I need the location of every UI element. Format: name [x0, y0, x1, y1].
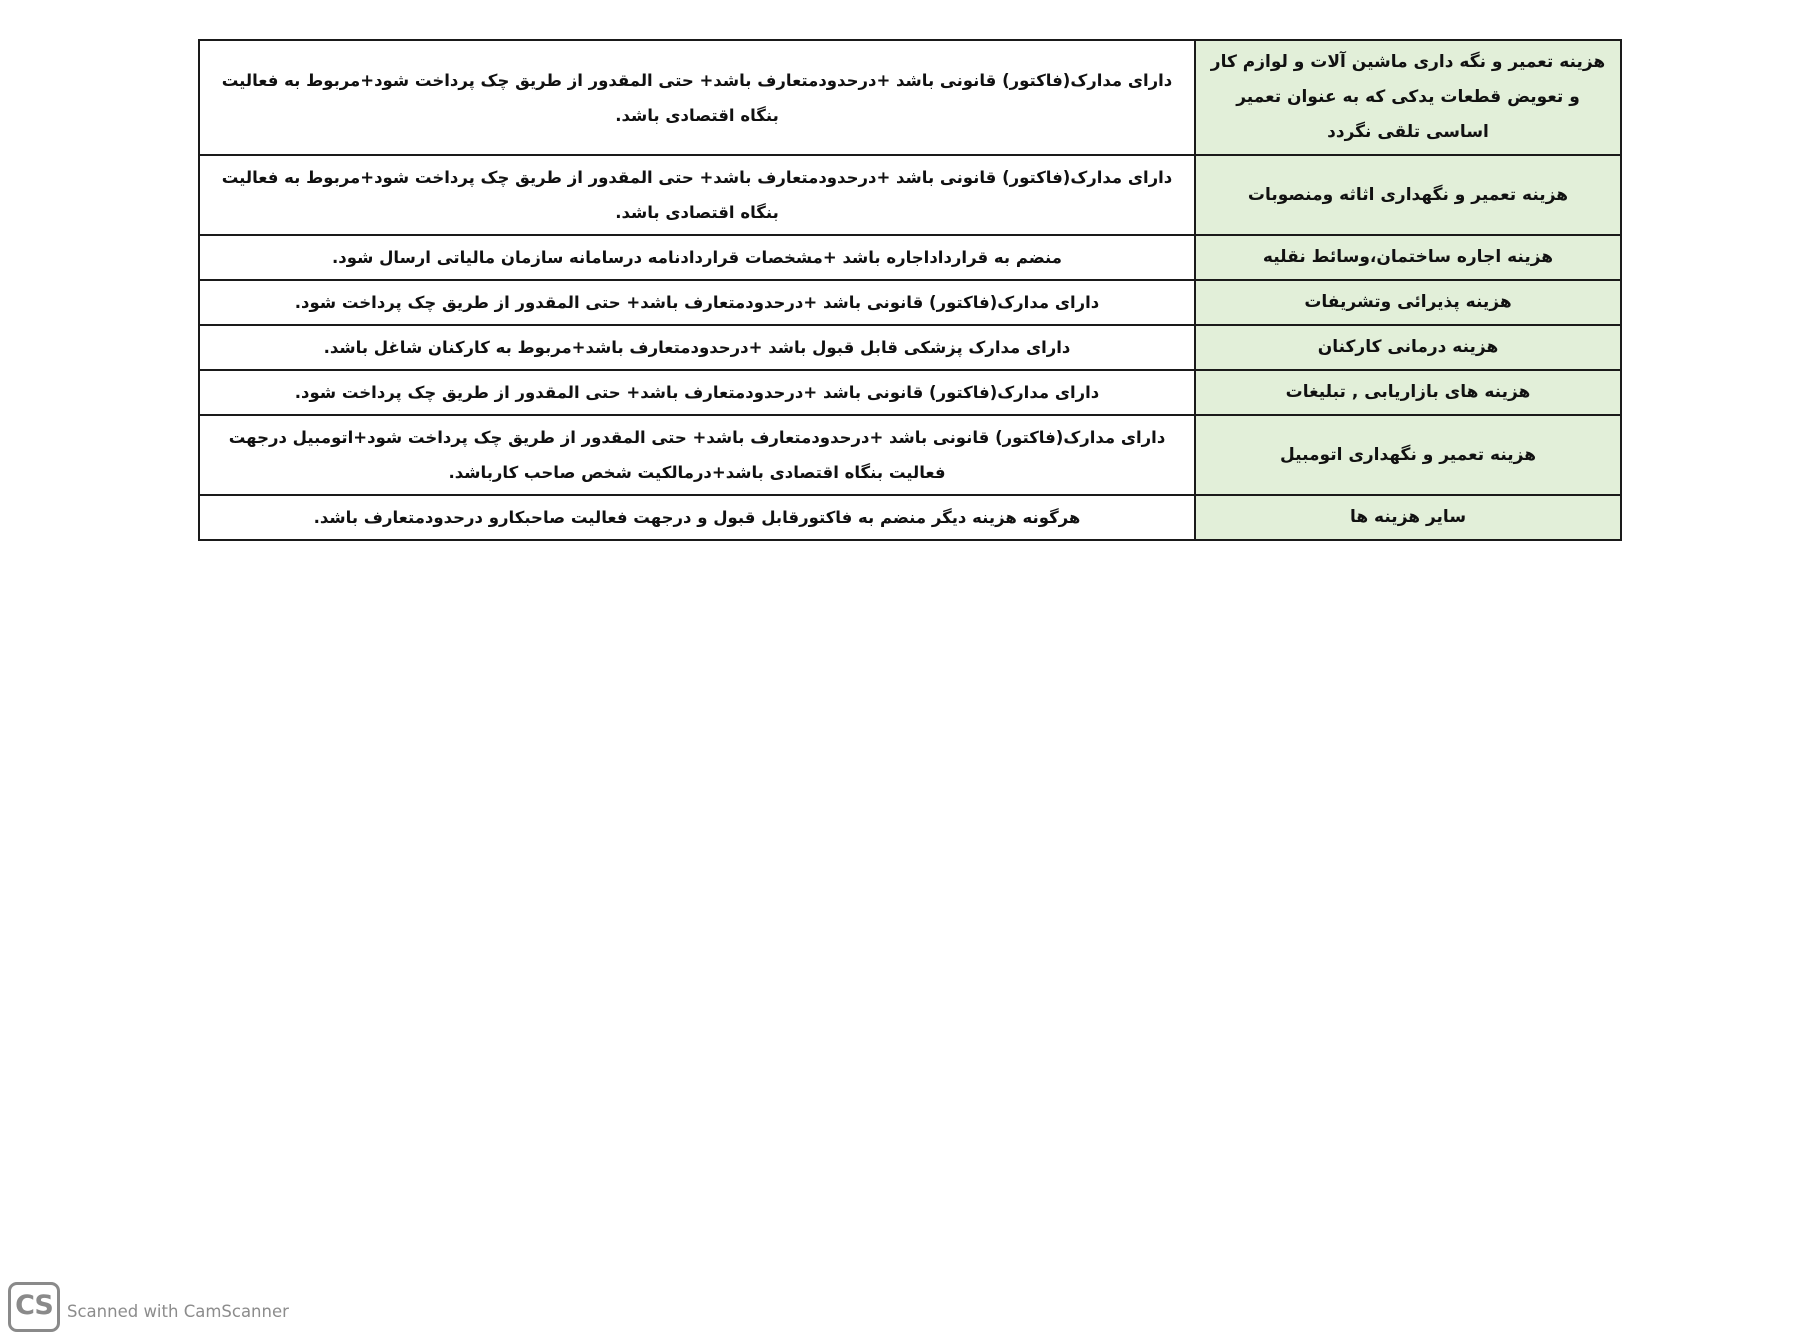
expense-category-cell: سایر هزینه ها: [1195, 495, 1621, 540]
table-row: [199, 40, 1621, 155]
expense-condition-cell: هرگونه هزینه دیگر منضم به فاکتورقابل قبول و درجهت فعالیت صاحبکارو درحدودمتعارف باشد.: [199, 495, 1195, 540]
expense-condition-cell: منضم به قرارداداجاره باشد +مشخصات قراردادنامه درسامانه سازمان مالیاتی ارسال شود.: [199, 235, 1195, 280]
expense-category-cell: هزینه پذیرائی وتشریفات: [1195, 280, 1621, 325]
expense-conditions-table: [198, 39, 1622, 541]
expense-condition-cell: دارای مدارک(فاکتور) قانونی باشد +درحدودمتعارف باشد+ حتی المقدور از طریق چک پرداخت شود.: [199, 370, 1195, 415]
expense-condition-cell: دارای مدارک(فاکتور) قانونی باشد +درحدودمتعارف باشد+ حتی المقدور از طریق چک پرداخت شود+اتومبیل درجهت فعالیت بنگاه اقتصادی باشد+درمالکیت شخص صاحب کارباشد.: [199, 415, 1195, 495]
table-row: [199, 155, 1621, 235]
expense-category-cell: هزینه تعمیر و نگهداری اتومبیل: [1195, 415, 1621, 495]
expense-condition-cell: دارای مدارک(فاکتور) قانونی باشد +درحدودمتعارف باشد+ حتی المقدور از طریق چک پرداخت شود+مربوط به فعالیت بنگاه اقتصادی باشد.: [199, 155, 1195, 235]
expense-condition-cell: دارای مدارک(فاکتور) قانونی باشد +درحدودمتعارف باشد+ حتی المقدور از طریق چک پرداخت شود+مربوط به فعالیت بنگاه اقتصادی باشد.: [199, 40, 1195, 155]
table-row: [199, 280, 1621, 325]
expense-category-cell: هزینه تعمیر و نگهداری اثاثه ومنصوبات: [1195, 155, 1621, 235]
table-row: [199, 370, 1621, 415]
expense-condition-cell: دارای مدارک پزشکی قابل قبول باشد +درحدودمتعارف باشد+مربوط به کارکنان شاغل باشد.: [199, 325, 1195, 370]
expense-category-cell: هزینه تعمیر و نگه داری ماشین آلات و لوازم کار و تعویض قطعات یدکی که به عنوان تعمیر اساسی تلقی نگردد: [1195, 40, 1621, 155]
table-row: [199, 415, 1621, 495]
expense-condition-cell: دارای مدارک(فاکتور) قانونی باشد +درحدودمتعارف باشد+ حتی المقدور از طریق چک پرداخت شود.: [199, 280, 1195, 325]
expense-category-cell: هزینه درمانی کارکنان: [1195, 325, 1621, 370]
scanner-watermark-text: Scanned with CamScanner: [67, 1302, 289, 1321]
table-row: [199, 325, 1621, 370]
table-row: [199, 235, 1621, 280]
expense-category-cell: هزینه اجاره ساختمان،وسائط نقلیه: [1195, 235, 1621, 280]
expense-category-cell: هزینه های بازاریابی , تبلیغات: [1195, 370, 1621, 415]
table-row: [199, 495, 1621, 540]
camscanner-logo-icon: CS: [8, 1282, 60, 1332]
